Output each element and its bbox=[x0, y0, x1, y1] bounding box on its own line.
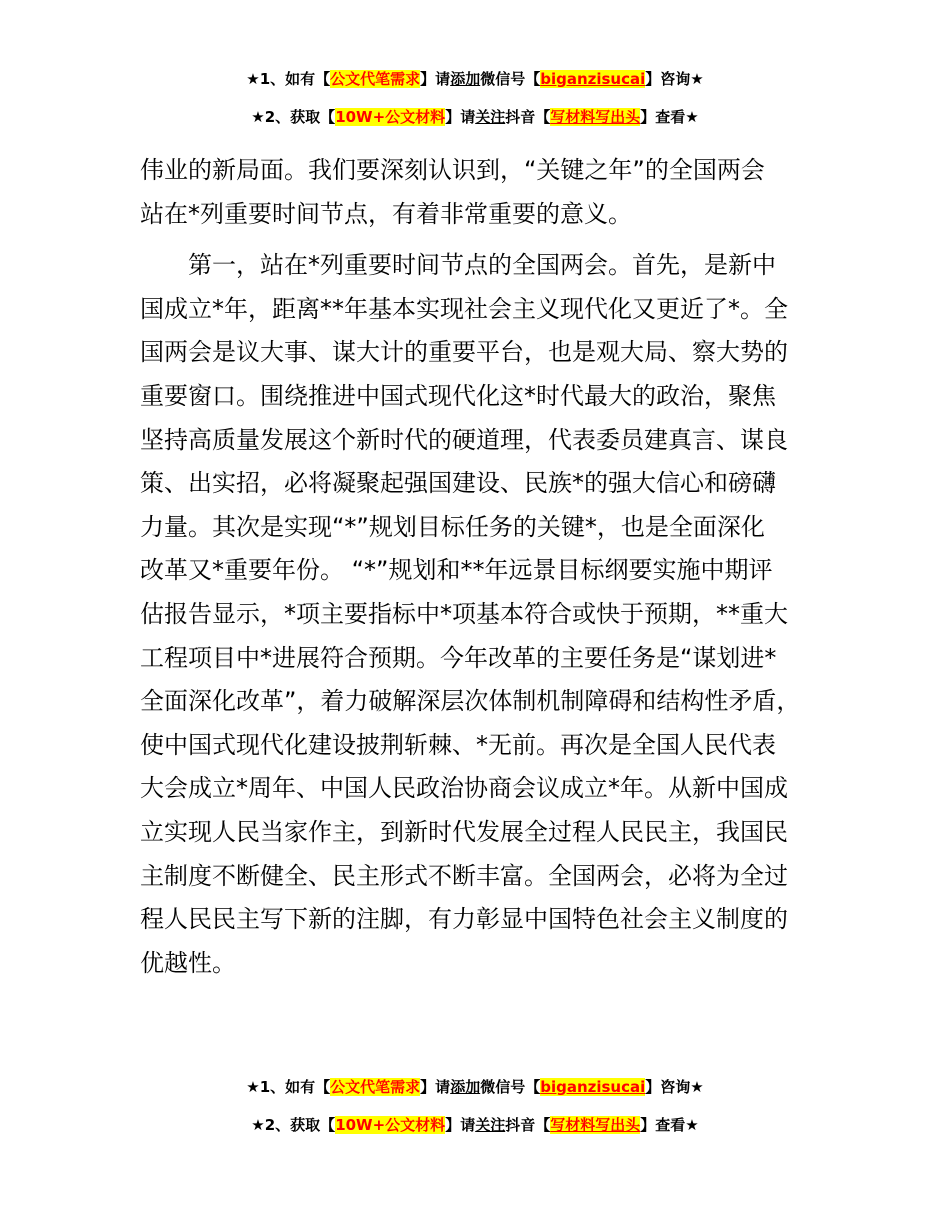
banner-text: 抖音【 bbox=[505, 108, 551, 126]
wechat-id-link[interactable]: biganzisucai bbox=[540, 1078, 646, 1096]
text-line: 程人民民主写下新的注脚，有力彰显中国特色社会主义制度的 bbox=[140, 905, 788, 934]
footer-banner-line-1 bbox=[0, 1077, 950, 1097]
banner-text: ★1、如有【 bbox=[246, 70, 331, 88]
text-line: 大会成立*周年、中国人民政治协商会议成立*年。从新中国成 bbox=[140, 774, 788, 803]
banner-text: 】请 bbox=[420, 70, 451, 88]
text-line: 重要窗口。围绕推进中国式现代化这*时代最大的政治，聚焦 bbox=[140, 381, 776, 410]
highlight-service: 公文代笔需求 bbox=[330, 70, 421, 88]
underlined-text: 添加 bbox=[450, 1078, 481, 1096]
text-line: 主制度不断健全、民主形式不断丰富。全国两会，必将为全过 bbox=[140, 861, 788, 890]
douyin-account-link[interactable]: 写材料写出头 bbox=[550, 108, 641, 126]
banner-text: ★2、获取【 bbox=[251, 108, 336, 126]
banner-text: 】查看★ bbox=[640, 1116, 699, 1134]
banner-text: 】咨询★ bbox=[645, 1078, 704, 1096]
banner-text: 】咨询★ bbox=[645, 70, 704, 88]
paragraph-2 bbox=[140, 244, 840, 985]
text-line: 国两会是议大事、谋大计的重要平台，也是观大局、察大势的 bbox=[140, 338, 788, 367]
text-line: 工程项目中*进展符合预期。今年改革的主要任务是“谋划进* bbox=[140, 643, 777, 672]
text-line: 第一，站在*列重要时间节点的全国两会。首先，是新中 bbox=[188, 251, 776, 280]
text-line: 改革又*重要年份。 “*”规划和**年远景目标纲要实施中期评 bbox=[140, 556, 773, 585]
text-line: 使中国式现代化建设披荆斩棘、*无前。再次是全国人民代表 bbox=[140, 730, 776, 759]
text-line: 伟业的新局面。我们要深刻认识到，“关键之年”的全国两会 bbox=[140, 156, 765, 184]
footer-banner-line-2 bbox=[0, 1115, 950, 1135]
text-line: 力量。其次是实现“*”规划目标任务的关键*，也是全面深化 bbox=[140, 512, 765, 541]
banner-text: 微信号【 bbox=[480, 1078, 541, 1096]
text-line: 坚持高质量发展这个新时代的硬道理，代表委员建真言、谋良 bbox=[140, 425, 788, 454]
douyin-account-link[interactable]: 写材料写出头 bbox=[550, 1116, 641, 1134]
banner-text: 】请 bbox=[420, 1078, 451, 1096]
header-banner-line-1 bbox=[0, 69, 950, 89]
banner-text: 】查看★ bbox=[640, 108, 699, 126]
underlined-text: 关注 bbox=[475, 108, 506, 126]
text-line: 站在*列重要时间节点，有着非常重要的意义。 bbox=[140, 199, 632, 228]
banner-text: 微信号【 bbox=[480, 70, 541, 88]
document-body bbox=[140, 149, 840, 985]
banner-text: ★1、如有【 bbox=[246, 1078, 331, 1096]
text-line: 优越性。 bbox=[140, 948, 236, 977]
text-line: 策、出实招，必将凝聚起强国建设、民族*的强大信心和磅礴 bbox=[140, 469, 776, 498]
highlight-materials: 10W+公文材料 bbox=[335, 1116, 446, 1134]
banner-text: ★2、获取【 bbox=[251, 1116, 336, 1134]
underlined-text: 添加 bbox=[450, 70, 481, 88]
text-line: 国成立*年，距离**年基本实现社会主义现代化又更近了*。全 bbox=[140, 294, 788, 323]
text-line: 立实现人民当家作主，到新时代发展全过程人民民主，我国民 bbox=[140, 817, 788, 846]
underlined-text: 关注 bbox=[475, 1116, 506, 1134]
text-line: 估报告显示，*项主要指标中*项基本符合或快于预期，**重大 bbox=[140, 599, 788, 628]
banner-text: 】请 bbox=[445, 108, 476, 126]
paragraph-1 bbox=[140, 149, 840, 236]
wechat-id-link[interactable]: biganzisucai bbox=[540, 70, 646, 88]
banner-text: 】请 bbox=[445, 1116, 476, 1134]
highlight-materials: 10W+公文材料 bbox=[335, 108, 446, 126]
banner-text: 抖音【 bbox=[505, 1116, 551, 1134]
header-banner-line-2 bbox=[0, 107, 950, 127]
highlight-service: 公文代笔需求 bbox=[330, 1078, 421, 1096]
text-line: 全面深化改革”，着力破解深层次体制机制障碍和结构性矛盾， bbox=[140, 687, 801, 716]
